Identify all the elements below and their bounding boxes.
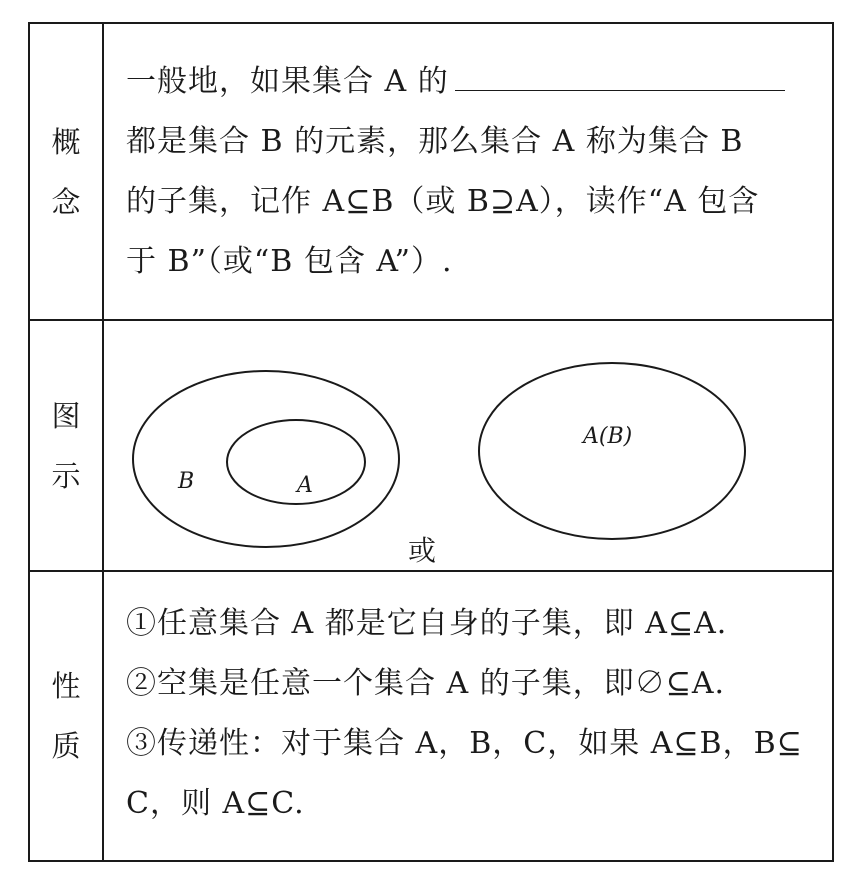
venn-diagram (104, 321, 834, 570)
concept-line: 都是集合 B 的元素，那么集合 A 称为集合 B (126, 124, 744, 159)
header-char: 示 (51, 458, 81, 493)
label-b: B (178, 469, 195, 494)
label-a-b: A(B) (583, 424, 633, 449)
concept-line-text: 一般地，如果集合 A 的 (126, 64, 449, 99)
inner-ellipse-a (227, 420, 365, 504)
fill-in-blank (455, 60, 785, 91)
concept-line (126, 52, 816, 112)
header-char: 图 (51, 398, 81, 433)
diagram-content (104, 321, 832, 570)
header-char: 概 (51, 124, 81, 159)
concept-header (30, 24, 104, 319)
header-char: 念 (51, 184, 81, 219)
header-char: 性 (51, 669, 81, 703)
property-line: ①任意集合 A 都是它自身的子集，即 A⊆A. (126, 606, 728, 641)
property-content (104, 572, 832, 860)
header-char: 质 (51, 729, 81, 763)
concept-row (30, 24, 832, 321)
subset-table (28, 22, 834, 862)
label-or: 或 (408, 534, 437, 567)
property-text (126, 594, 816, 834)
property-line: ②空集是任意一个集合 A 的子集，即∅⊆A. (126, 666, 726, 701)
outer-ellipse-b (133, 371, 399, 547)
diagram-header (30, 321, 104, 570)
diagram-row (30, 321, 832, 572)
property-line: ③传递性：对于集合 A，B，C，如果 A⊆B，B⊆ (126, 726, 803, 761)
concept-text (126, 52, 816, 292)
equal-sets-ellipse (479, 363, 745, 539)
concept-line: 于 B”（或“B 包含 A”）. (126, 244, 453, 279)
property-header (30, 572, 104, 860)
concept-content (104, 24, 832, 319)
property-line: C，则 A⊆C. (126, 786, 305, 821)
property-row (30, 572, 832, 860)
label-a: A (297, 473, 313, 498)
concept-line: 的子集，记作 A⊆B（或 B⊇A），读作“A 包含 (126, 184, 760, 219)
